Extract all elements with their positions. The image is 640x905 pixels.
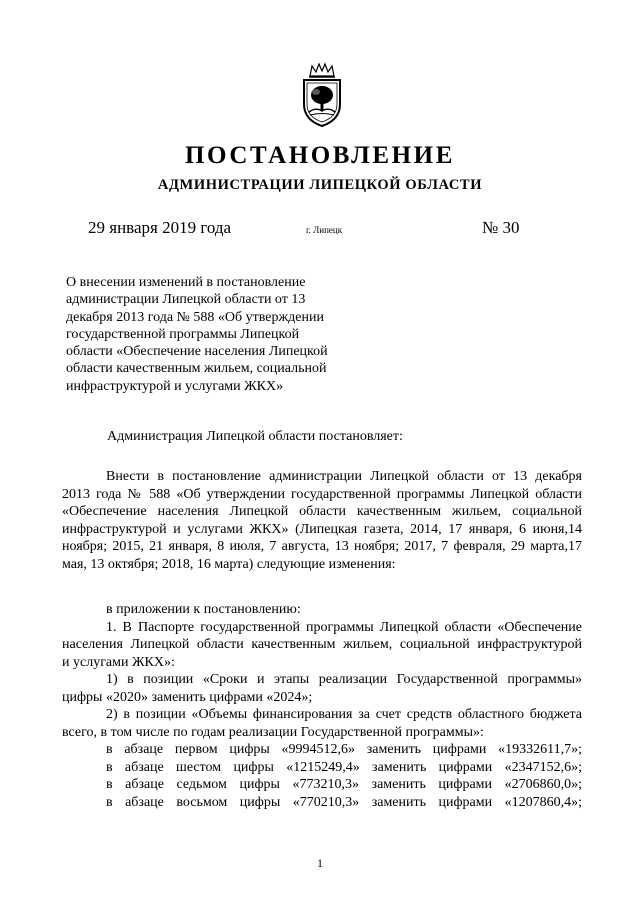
paragraph-line: в абзаце седьмом цифры «773210,3» заменить цифрами «2706860,0»; — [106, 777, 582, 792]
document-heading — [66, 274, 366, 395]
paragraph-line: 2013 года № 588 «Об утверждении государственной программы Липецкой области — [62, 486, 582, 502]
paragraph-line: в абзаце восьмом цифры «770210,3» заменить цифрами «1207860,4»; — [106, 794, 582, 810]
paragraph-amendments — [62, 468, 582, 573]
document-subtitle: АДМИНИСТРАЦИИ ЛИПЕЦКОЙ ОБЛАСТИ — [157, 177, 483, 193]
paragraph-line: 1. В Паспорте государственной программы Липецкой области «Обеспечение — [106, 619, 582, 635]
paragraph-line: населения Липецкой области качественным жильем, социальной инфраструктурой — [62, 637, 582, 652]
paragraph-line: мая, 13 октября; 2018, 16 марта) следующие изменения: — [62, 556, 396, 572]
paragraph-line: Внести в постановление администрации Липецкой области от 13 декабря — [106, 469, 582, 484]
resolution-intro: Администрация Липецкой области постановляет: — [107, 429, 403, 444]
document-number: № 30 — [482, 218, 520, 237]
paragraph-line: ноября; 2015, 21 января, 8 июля, 7 августа, 13 ноября; 2017, 7 февраля, 29 марта,17 — [62, 539, 582, 554]
document-title: ПОСТАНОВЛЕНИЕ — [184, 142, 456, 169]
paragraph-line: всего, в том числе по годам реализации Государственной программы»: — [62, 724, 484, 740]
paragraph-line: 1) в позиции «Сроки и этапы реализации Государственной программы» — [106, 672, 582, 687]
paragraph-line: в приложении к постановлению: — [106, 602, 301, 617]
paragraph-line: инфраструктурой и услугами ЖКХ» (Липецкая газета, 2014, 17 января, 6 июня,14 — [62, 521, 582, 537]
paragraph-line: цифры «2020» заменить цифрами «2024»; — [62, 689, 313, 705]
paragraph-changes-list — [62, 601, 582, 811]
paragraph-line: и услугами ЖКХ»: — [62, 654, 175, 670]
page-number: 1 — [317, 856, 323, 870]
heading-line: декабря 2013 года № 588 «Об утверждении — [66, 309, 324, 325]
heading-line: администрации Липецкой области от 13 — [66, 292, 306, 308]
document-city: г. Липецк — [306, 225, 343, 235]
heading-line: области качественным жильем, социальной — [66, 361, 327, 377]
paragraph-line: в абзаце первом цифры «9994512,6» заменить цифрами «19332611,7»; — [106, 742, 582, 757]
lipetsk-coat-of-arms-icon — [296, 62, 348, 128]
paragraph-line: 2) в позиции «Объемы финансирования за счет средств областного бюджета — [106, 707, 582, 722]
heading-line: области «Обеспечение населения Липецкой — [66, 344, 328, 360]
paragraph-line: в абзаце шестом цифры «1215249,4» заменить цифрами «2347152,6»; — [106, 759, 582, 775]
heading-line: О внесении изменений в постановление — [66, 275, 306, 290]
paragraph-line: «Обеспечение населения Липецкой области качественным жильем, социальной — [62, 504, 582, 519]
document-date: 29 января 2019 года — [88, 218, 232, 237]
heading-line: инфраструктурой и услугами ЖКХ» — [66, 378, 284, 394]
heading-line: государственной программы Липецкой — [66, 326, 300, 342]
